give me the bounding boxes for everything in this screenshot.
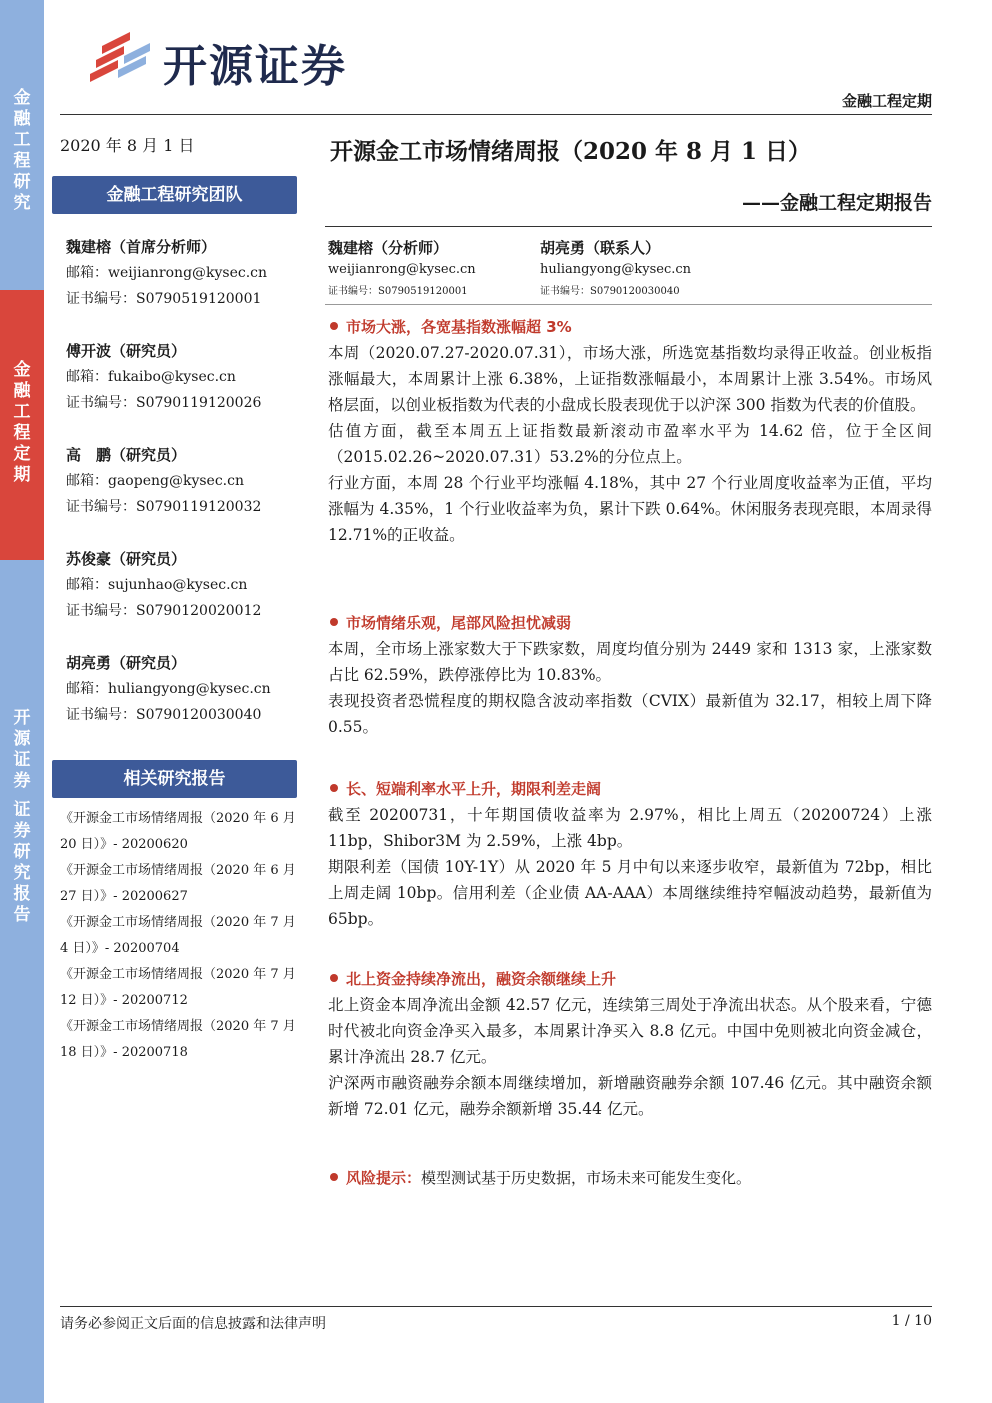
related-report-line: 《开源金工市场情绪周报（2020 年 6 月	[60, 863, 296, 878]
bullet-icon	[330, 974, 338, 982]
report-date: 2020 年 8 月 1 日	[60, 136, 195, 155]
bullet-icon	[330, 784, 338, 792]
logo-text: 开源证券	[163, 41, 347, 92]
member-name: 魏建榕（首席分析师）	[66, 238, 217, 256]
related-report-line: 20 日）》- 20200620	[60, 837, 188, 852]
paragraph: 本周，全市场上涨家数大于下跌家数，周度均值分别为 2449 家和 1313 家，上涨家数占比 62.59%，跌停涨停比为 10.83%。	[328, 640, 932, 684]
sidebar-label-research	[0, 88, 44, 214]
paragraph: 估值方面，截至本周五上证指数最新滚动市盈率水平为 14.62 倍，位于全区间（2015.02.26~2020.07.31）53.2%的分位点上。	[328, 422, 932, 466]
member-cert: 证书编号：S0790120020012	[66, 603, 262, 619]
sidebar-label-text: 开 源 证 券 证 券 研 究 报 告	[13, 708, 31, 925]
paragraph: 本周（2020.07.27-2020.07.31），市场大涨，所选宽基指数均录得正收益。创业板指涨幅最大，本周累计上涨 6.38%，上证指数涨幅最小，本周累计上涨 3.54%。市场风格层面，以创业板指数为代表的小盘成长股表现优于以沪深 300 指数为代表的价值股。	[328, 344, 932, 414]
member-cert: 证书编号：S0790119120032	[66, 499, 262, 515]
related-report-line: 4 日）》- 20200704	[60, 941, 180, 956]
related-report-line: 27 日）》- 20200627	[60, 889, 188, 904]
risk-label: 风险提示：	[346, 1169, 422, 1187]
author-block	[328, 237, 476, 303]
paragraph: 截至 20200731，十年期国债收益率为 2.97%，相比上周五（20200724）上涨 11bp，Shibor3M 为 2.59%，上涨 4bp。	[328, 806, 932, 850]
sidebar-label-periodic	[0, 360, 44, 486]
paragraph: 表现投资者恐慌程度的期权隐含波动率指数（CVIX）最新值为 32.17，相较上周下降 0.55。	[328, 692, 932, 736]
risk-note	[330, 1167, 751, 1188]
member-email: 邮箱：huliangyong@kysec.cn	[66, 681, 271, 697]
member-email: 邮箱：fukaibo@kysec.cn	[66, 369, 236, 385]
member-email: 邮箱：sujunhao@kysec.cn	[66, 577, 248, 593]
related-report-line: 《开源金工市场情绪周报（2020 年 7 月	[60, 1019, 296, 1034]
section-body	[328, 992, 932, 1122]
sidebar-label-broker	[0, 708, 44, 926]
section-heading: 长、短端利率水平上升，期限利差走阔	[330, 778, 601, 799]
team-member	[66, 338, 261, 416]
section-body	[328, 802, 932, 932]
section-heading: 北上资金持续净流出，融资余额继续上升	[330, 968, 616, 989]
team-heading: 金融工程研究团队	[52, 176, 297, 214]
author-block	[540, 237, 691, 303]
paragraph: 期限利差（国债 10Y-1Y）从 2020 年 5 月中旬以来逐步收窄，最新值为 72bp，相比上周走阔 10bp。信用利差（企业债 AA-AAA）本周继续维持窄幅波动趋势，最新值为 65bp。	[328, 858, 932, 928]
related-heading: 相关研究报告	[52, 760, 297, 798]
member-name: 苏俊豪（研究员）	[66, 550, 187, 568]
related-report-line: 12 日）》- 20200712	[60, 993, 188, 1008]
paragraph: 北上资金本周净流出金额 42.57 亿元，连续第三周处于净流出状态。从个股来看，宁德时代被北向资金净买入最多，本周累计净买入 8.8 亿元。中国中免则被北向资金减仓，累计净流出 28.7 亿元。	[328, 996, 932, 1066]
page-number: 1 / 10	[891, 1313, 932, 1329]
author-cert: 证书编号：S0790519120001	[328, 286, 468, 297]
section-body	[328, 340, 932, 548]
section-body	[328, 636, 932, 740]
related-report-line: 《开源金工市场情绪周报（2020 年 6 月	[60, 811, 296, 826]
author-name: 魏建榕（分析师）	[328, 239, 449, 257]
member-cert: 证书编号：S0790119120026	[66, 395, 262, 411]
related-report-link[interactable]	[60, 1014, 315, 1066]
member-name: 高 鹏（研究员）	[66, 446, 187, 464]
left-sidebar	[0, 0, 44, 1403]
sidebar-label-text: 金 融 工 程 定 期	[13, 360, 31, 485]
member-cert: 证书编号：S0790120030040	[66, 707, 262, 723]
related-report-line: 《开源金工市场情绪周报（2020 年 7 月	[60, 915, 296, 930]
bullet-icon	[330, 1173, 338, 1181]
bullet-icon	[330, 322, 338, 330]
author-email: weijianrong@kysec.cn	[328, 262, 476, 277]
report-title: 开源金工市场情绪周报（2020 年 8 月 1 日）	[330, 138, 812, 165]
author-cert: 证书编号：S0790120030040	[540, 286, 680, 297]
team-member	[66, 650, 271, 728]
related-report-line: 18 日）》- 20200718	[60, 1045, 188, 1060]
paragraph: 行业方面，本周 28 个行业平均涨幅 4.18%，其中 27 个行业周度收益率为正值，平均涨幅为 4.35%，1 个行业收益率为负，累计下跌 0.64%。休闲服务表现亮眼，本周录得 12.71%的正收益。	[328, 474, 932, 544]
team-member	[66, 442, 261, 520]
member-email: 邮箱：weijianrong@kysec.cn	[66, 265, 268, 281]
section-heading: 市场大涨，各宽基指数涨幅超 3%	[330, 316, 572, 337]
related-report-link[interactable]	[60, 962, 315, 1014]
bullet-icon	[330, 618, 338, 626]
author-email: huliangyong@kysec.cn	[540, 262, 692, 277]
footer-rule	[60, 1306, 932, 1307]
header-rule	[60, 114, 932, 115]
sidebar-label-text: 金 融 工 程 研 究	[13, 88, 31, 213]
team-member	[66, 546, 261, 624]
section-heading: 市场情绪乐观，尾部风险担忧减弱	[330, 612, 571, 633]
report-subtitle: ——金融工程定期报告	[741, 192, 932, 214]
related-report-link[interactable]	[60, 858, 315, 910]
kysec-logo-icon	[88, 30, 150, 88]
related-report-link[interactable]	[60, 910, 315, 962]
member-email: 邮箱：gaopeng@kysec.cn	[66, 473, 244, 489]
footer-disclaimer: 请务必参阅正文后面的信息披露和法律声明	[60, 1316, 326, 1332]
member-cert: 证书编号：S0790519120001	[66, 291, 262, 307]
title-rule	[325, 226, 932, 227]
author-rule	[325, 304, 932, 305]
author-name: 胡亮勇（联系人）	[540, 239, 661, 257]
related-report-line: 《开源金工市场情绪周报（2020 年 7 月	[60, 967, 296, 982]
related-report-link[interactable]	[60, 806, 315, 858]
paragraph: 沪深两市融资融券余额本周继续增加，新增融资融券余额 107.46 亿元。其中融资余额新增 72.01 亿元，融券余额新增 35.44 亿元。	[328, 1074, 932, 1118]
member-name: 傅开波（研究员）	[66, 342, 187, 360]
member-name: 胡亮勇（研究员）	[66, 654, 187, 672]
header-category: 金融工程定期	[841, 92, 932, 110]
team-member	[66, 234, 267, 312]
risk-text: 模型测试基于历史数据，市场未来可能发生变化。	[421, 1169, 752, 1187]
